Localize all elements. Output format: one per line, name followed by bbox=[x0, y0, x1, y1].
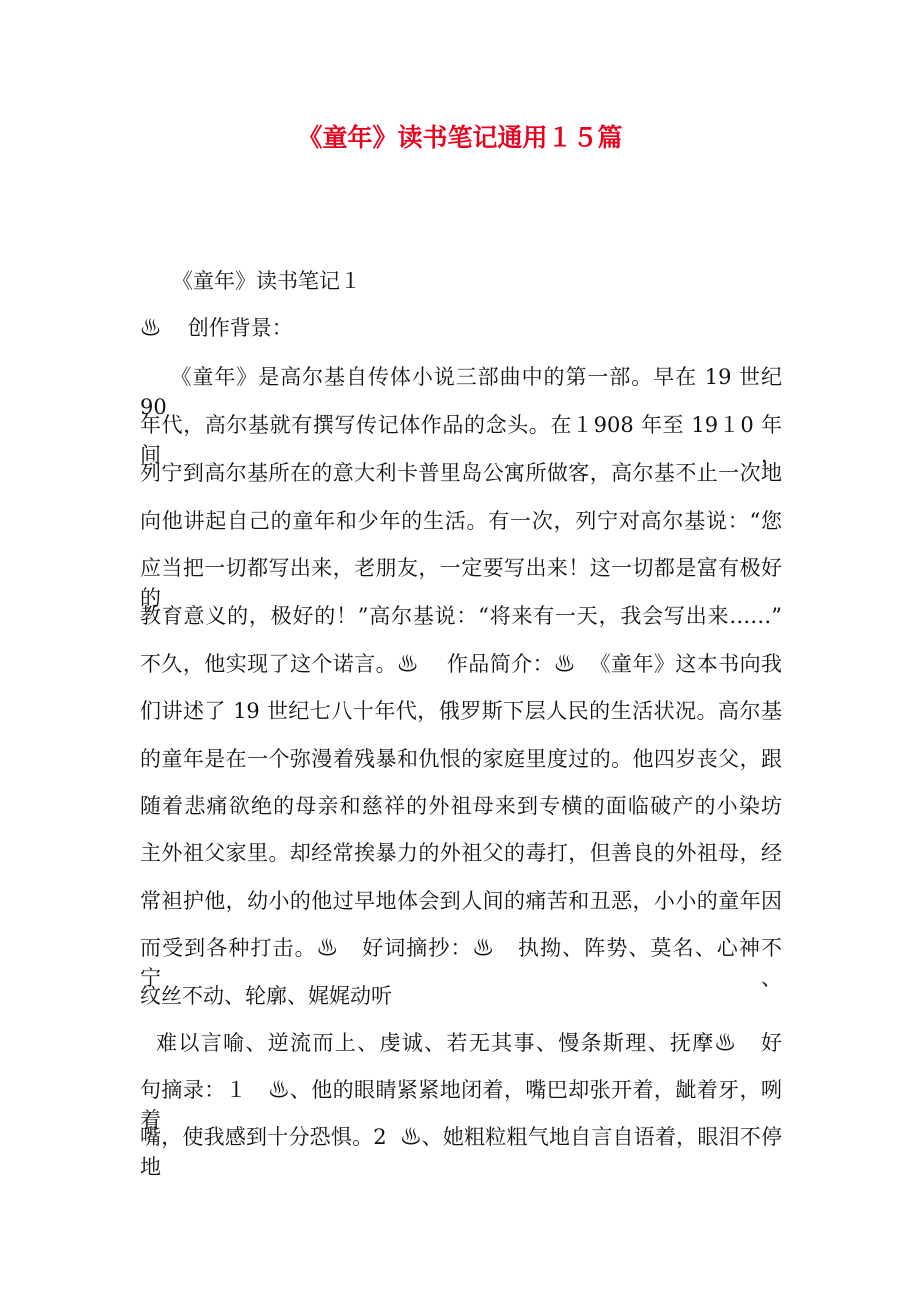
paragraph-line: 嘴，使我感到十分恐惧。2 ♨、她粗粒粗气地自言自语着，眼泪不停地 bbox=[140, 1125, 782, 1179]
paragraph-line: 年代，高尔基就有撰写传记体作品的念头。在１908 年至 19１0 年间， bbox=[140, 413, 782, 467]
paragraph-line: 列宁到高尔基所在的意大利卡普里岛公寓所做客，高尔基不止一次地 bbox=[140, 461, 782, 485]
paragraph-line: 随着悲痛欲绝的母亲和慈祥的外祖母来到专横的面临破产的小染坊 bbox=[140, 794, 782, 818]
section-heading: ♨ 创作背景： bbox=[140, 316, 293, 340]
paragraph-line: 应当把一切都写出来，老朋友，一定要写出来！这一切都是富有极好的 bbox=[140, 556, 782, 610]
paragraph-line: 主外祖父家里。却经常挨暴力的外祖父的毒打，但善良的外祖母，经 bbox=[140, 841, 782, 865]
paragraph-line: 的童年是在一个弥漫着残暴和仇恨的家庭里度过的。他四岁丧父，跟 bbox=[140, 747, 782, 771]
paragraph-line: 向他讲起自己的童年和少年的生活。有一次，列宁对高尔基说：“您 bbox=[140, 509, 782, 533]
paragraph-line: 教育意义的，极好的！”高尔基说：“将来有一天，我会写出来……” bbox=[140, 604, 782, 628]
paragraph-line: 们讲述了 19 世纪七八十年代，俄罗斯下层人民的生活状况。高尔基 bbox=[140, 699, 782, 723]
paragraph-line: 纹丝不动、轮廓、娓娓动听 bbox=[140, 984, 392, 1008]
paragraph-line: 难以言喻、逆流而上、虔诚、若无其事、慢条斯理、抚摩♨ 好 bbox=[140, 1031, 782, 1055]
subtitle: 《童年》读书笔记１ bbox=[172, 269, 361, 293]
paragraph-line: 而受到各种打击。♨ 好词摘抄：♨ 执拗、阵势、莫名、心神不宁、 bbox=[140, 936, 782, 990]
paragraph-line: 常袒护他，幼小的他过早地体会到人间的痛苦和丑恶，小小的童年因 bbox=[140, 889, 782, 913]
paragraph-line: 句摘录：１ ♨、他的眼睛紧紧地闭着，嘴巴却张开着，龇着牙，咧着 bbox=[140, 1078, 782, 1132]
paragraph-line: 不久，他实现了这个诺言。♨ 作品简介：♨ 《童年》这本书向我 bbox=[140, 652, 782, 676]
document-title: 《童年》读书笔记通用１５篇 bbox=[297, 123, 623, 152]
paragraph-line: 《童年》是高尔基自传体小说三部曲中的第一部。早在 19 世纪 90 bbox=[140, 365, 789, 419]
